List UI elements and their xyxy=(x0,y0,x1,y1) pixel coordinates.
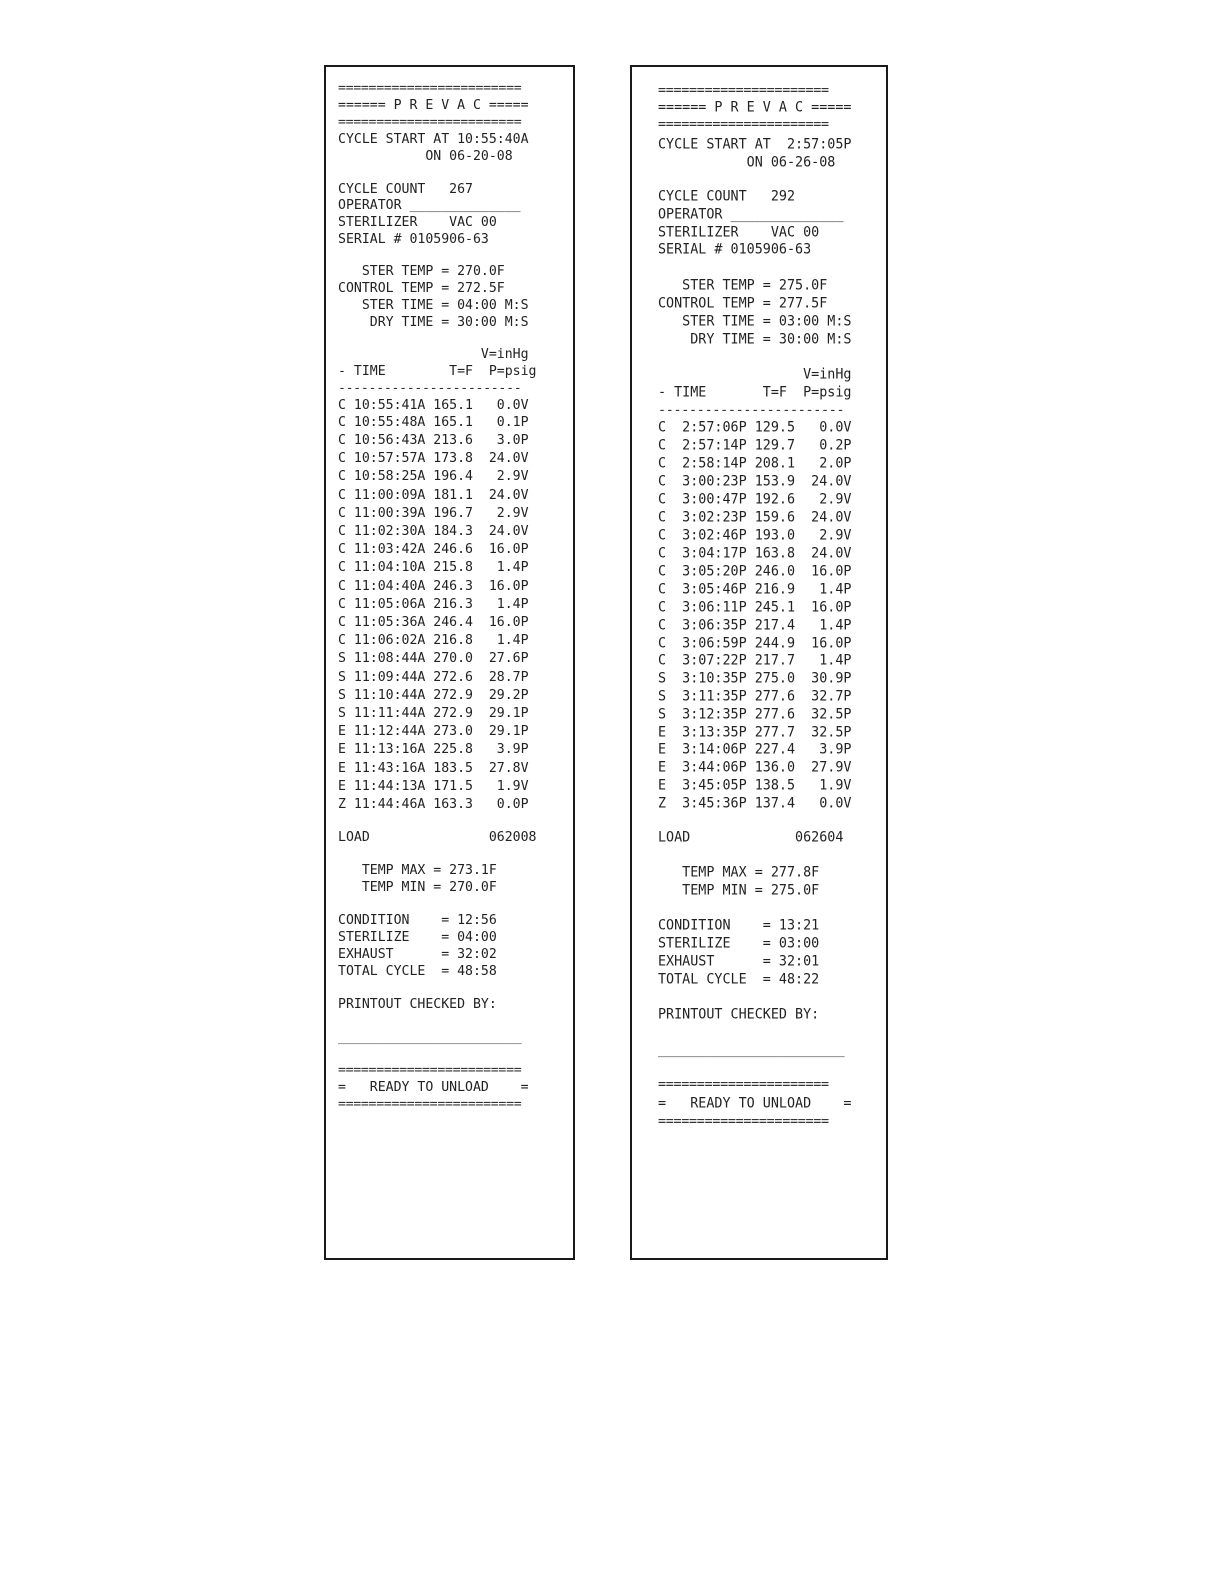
printout-line: ======================== xyxy=(338,115,522,130)
printout-line: STER TEMP = 275.0F xyxy=(658,278,828,294)
printout-line: C 3:02:23P 159.6 24.0V xyxy=(658,510,852,526)
printout-line: C 10:56:43A 213.6 3.0P xyxy=(338,433,529,448)
printout-line: PRINTOUT CHECKED BY: xyxy=(658,1007,820,1023)
printout-line: DRY TIME = 30:00 M:S xyxy=(658,332,852,348)
printout-line: ________________________ xyxy=(338,1030,522,1045)
printout-line: E 11:13:16A 225.8 3.9P xyxy=(338,742,529,757)
printout-line: EXHAUST = 32:01 xyxy=(658,954,820,970)
printout-line: E 3:14:06P 227.4 3.9P xyxy=(658,742,852,758)
printout-line: ======================== xyxy=(338,81,522,96)
printout-line: C 3:06:11P 245.1 16.0P xyxy=(658,600,852,616)
printout-line: C 2:57:14P 129.7 0.2P xyxy=(658,438,852,454)
printout-line: C 11:05:36A 246.4 16.0P xyxy=(338,615,529,630)
printout-line: TEMP MAX = 273.1F xyxy=(338,863,497,878)
printout-line: C 3:05:20P 246.0 16.0P xyxy=(658,564,852,580)
printout-line: S 3:12:35P 277.6 32.5P xyxy=(658,707,852,723)
printout-line: = READY TO UNLOAD = xyxy=(338,1080,529,1095)
printout-line: ------------------------ xyxy=(658,403,845,419)
printout-line: OPERATOR ______________ xyxy=(338,198,521,213)
printout-line: C 10:55:48A 165.1 0.1P xyxy=(338,415,529,430)
printout-line: TOTAL CYCLE = 48:22 xyxy=(658,972,820,988)
printout-line: C 11:04:40A 246.3 16.0P xyxy=(338,579,529,594)
printout-line: ====================== xyxy=(658,1114,829,1130)
printout-line: CYCLE COUNT 292 xyxy=(658,189,796,205)
printout-line: LOAD 062604 xyxy=(658,830,844,846)
printout-line: C 3:02:46P 193.0 2.9V xyxy=(658,528,852,544)
printout-line: C 3:00:23P 153.9 24.0V xyxy=(658,474,852,490)
printout-line: CONDITION = 12:56 xyxy=(338,913,497,928)
printout-line: E 11:12:44A 273.0 29.1P xyxy=(338,724,529,739)
printout-line: C 3:06:35P 217.4 1.4P xyxy=(658,618,852,634)
printout-line: C 11:02:30A 184.3 24.0V xyxy=(338,524,529,539)
printout-line: STERILIZE = 04:00 xyxy=(338,930,497,945)
printout-line: S 3:10:35P 275.0 30.9P xyxy=(658,671,852,687)
printout-line: C 11:00:09A 181.1 24.0V xyxy=(338,488,529,503)
printout-receipt-1 xyxy=(324,65,575,1260)
printout-line: C 3:00:47P 192.6 2.9V xyxy=(658,492,852,508)
printout-line: CONDITION = 13:21 xyxy=(658,918,820,934)
printout-line: SERIAL # 0105906-63 xyxy=(338,232,489,247)
printout-line: C 11:06:02A 216.8 1.4P xyxy=(338,633,529,648)
printout-line: = READY TO UNLOAD = xyxy=(658,1096,852,1112)
printout-line: E 11:44:13A 171.5 1.9V xyxy=(338,779,529,794)
printout-line: OPERATOR ______________ xyxy=(658,207,844,223)
printout-line: C 10:55:41A 165.1 0.0V xyxy=(338,398,529,413)
printout-line: CYCLE COUNT 267 xyxy=(338,182,473,197)
printout-line: LOAD 062008 xyxy=(338,830,537,845)
printout-line: C 2:58:14P 208.1 2.0P xyxy=(658,456,852,472)
printout-line: TEMP MAX = 277.8F xyxy=(658,865,820,881)
printout-line: C 10:57:57A 173.8 24.0V xyxy=(338,451,529,466)
printout-line: - TIME T=F P=psig xyxy=(338,364,537,379)
printout-line: CONTROL TEMP = 277.5F xyxy=(658,296,828,312)
printout-line: STER TIME = 03:00 M:S xyxy=(658,314,852,330)
printout-line: STER TEMP = 270.0F xyxy=(338,264,505,279)
printout-line: E 3:13:35P 277.7 32.5P xyxy=(658,725,852,741)
printout-line: C 3:06:59P 244.9 16.0P xyxy=(658,636,852,652)
printout-line: C 3:07:22P 217.7 1.4P xyxy=(658,653,852,669)
printout-line: STERILIZER VAC 00 xyxy=(658,225,820,241)
printout-line: ON 06-26-08 xyxy=(658,155,836,171)
printout-line: ON 06-20-08 xyxy=(338,149,513,164)
printout-line: DRY TIME = 30:00 M:S xyxy=(338,315,529,330)
printout-line: ________________________ xyxy=(658,1042,845,1058)
printout-line: ====================== xyxy=(658,83,829,99)
printout-line: E 3:45:05P 138.5 1.9V xyxy=(658,778,852,794)
printout-line: ====================== xyxy=(658,117,829,133)
printout-line: EXHAUST = 32:02 xyxy=(338,947,497,962)
printout-line: Z 11:44:46A 163.3 0.0P xyxy=(338,797,529,812)
printout-line: TEMP MIN = 275.0F xyxy=(658,883,820,899)
printout-line: ======================== xyxy=(338,1097,522,1112)
printout-line: - TIME T=F P=psig xyxy=(658,385,852,401)
printout-line: C 11:00:39A 196.7 2.9V xyxy=(338,506,529,521)
printout-line: TOTAL CYCLE = 48:58 xyxy=(338,964,497,979)
printout-line: TEMP MIN = 270.0F xyxy=(338,880,497,895)
printout-line: E 3:44:06P 136.0 27.9V xyxy=(658,760,852,776)
printout-line: C 11:04:10A 215.8 1.4P xyxy=(338,560,529,575)
printout-line: S 11:10:44A 272.9 29.2P xyxy=(338,688,529,703)
printout-line: C 3:04:17P 163.8 24.0V xyxy=(658,546,852,562)
printout-line: ====== P R E V A C ===== xyxy=(338,98,529,113)
printout-line: V=inHg xyxy=(338,347,529,362)
printout-line: Z 3:45:36P 137.4 0.0V xyxy=(658,796,852,812)
printout-line: ====== P R E V A C ===== xyxy=(658,100,852,116)
printout-line: E 11:43:16A 183.5 27.8V xyxy=(338,761,529,776)
printout-line: ====================== xyxy=(658,1077,829,1093)
printout-line: CYCLE START AT 2:57:05P xyxy=(658,137,852,153)
printout-receipt-2 xyxy=(630,65,888,1260)
printout-line: CONTROL TEMP = 272.5F xyxy=(338,281,505,296)
printout-line: PRINTOUT CHECKED BY: xyxy=(338,997,497,1012)
printout-line: C 3:05:46P 216.9 1.4P xyxy=(658,582,852,598)
printout-line: S 11:08:44A 270.0 27.6P xyxy=(338,651,529,666)
printout-line: V=inHg xyxy=(658,367,852,383)
printout-line: C 10:58:25A 196.4 2.9V xyxy=(338,469,529,484)
printout-line: STERILIZER VAC 00 xyxy=(338,215,497,230)
printout-line: SERIAL # 0105906-63 xyxy=(658,242,812,258)
printout-line: CYCLE START AT 10:55:40A xyxy=(338,132,529,147)
printout-line: S 3:11:35P 277.6 32.7P xyxy=(658,689,852,705)
printout-line: STER TIME = 04:00 M:S xyxy=(338,298,529,313)
printout-line: STERILIZE = 03:00 xyxy=(658,936,820,952)
printout-line: S 11:09:44A 272.6 28.7P xyxy=(338,670,529,685)
printout-line: S 11:11:44A 272.9 29.1P xyxy=(338,706,529,721)
printout-line: C 2:57:06P 129.5 0.0V xyxy=(658,420,852,436)
printout-line: ------------------------ xyxy=(338,381,522,396)
printout-line: ======================== xyxy=(338,1063,522,1078)
printout-line: C 11:05:06A 216.3 1.4P xyxy=(338,597,529,612)
printout-line: C 11:03:42A 246.6 16.0P xyxy=(338,542,529,557)
